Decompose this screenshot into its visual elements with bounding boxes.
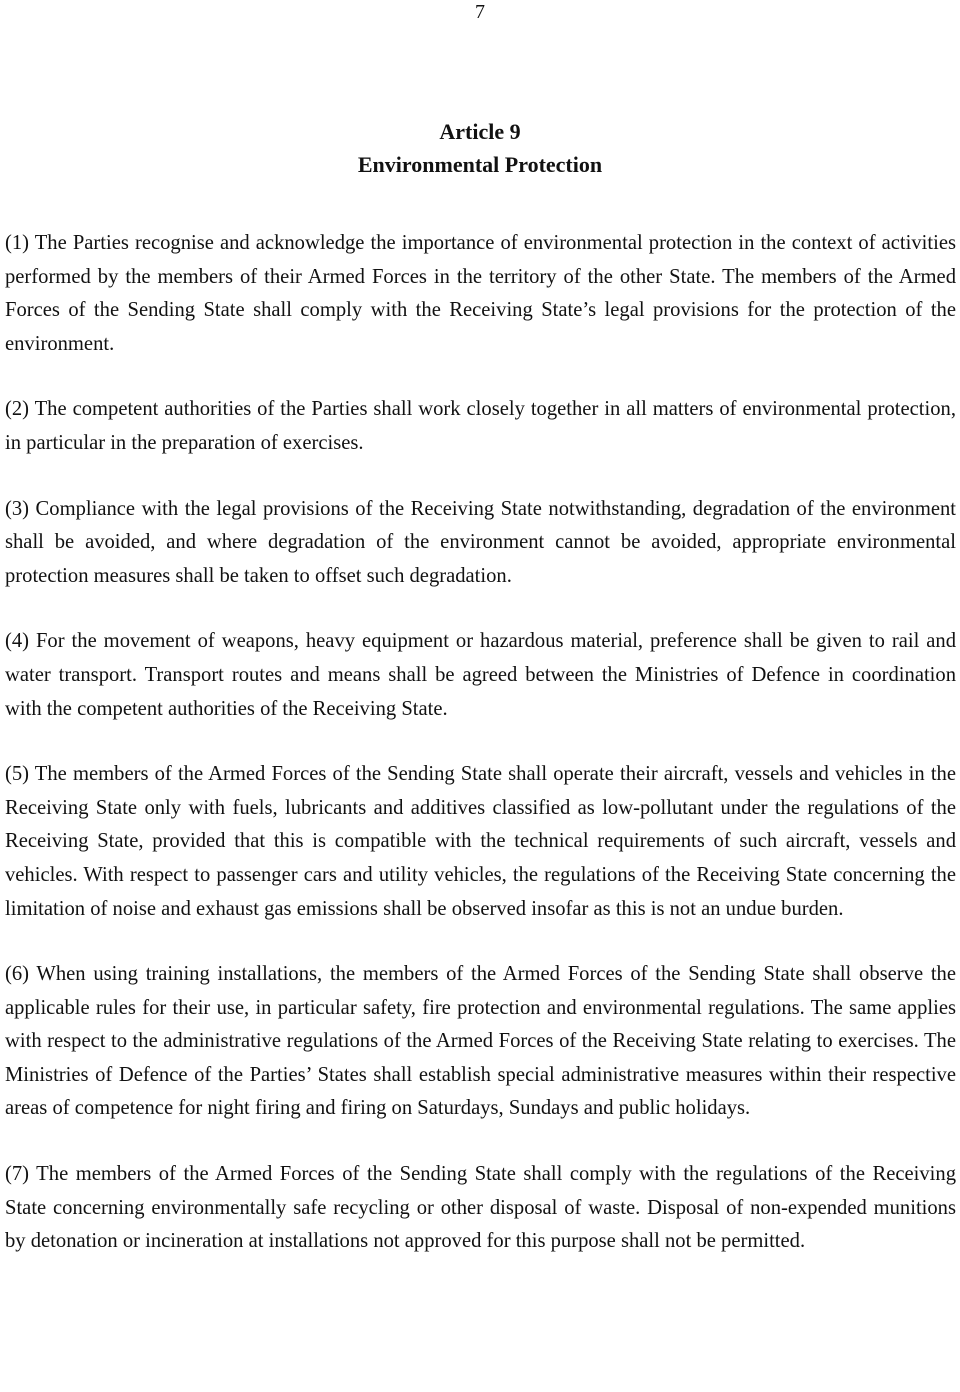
article-title: Environmental Protection	[357, 152, 603, 177]
article-body	[5, 227, 956, 1291]
paragraph-1: (1) The Parties recognise and acknowledge the importance of environmental protection in the context of activities performed by the members of their Armed Forces in the territory of the other State. The members of the Armed Forces of the Sending State shall comply with the Receiving State’s legal provisions for the protection of the environment.	[5, 232, 956, 355]
paragraph-3: (3) Compliance with the legal provisions of the Receiving State notwithstanding, degradation of the environment shall be avoided, and where degradation of the environment cannot be avoided, appropriate environmental protection measures shall be taken to offset such degradation.	[5, 497, 956, 587]
paragraph-2: (2) The competent authorities of the Parties shall work closely together in all matters of environmental protection, in particular in the preparation of exercises.	[5, 398, 956, 454]
paragraph-6: (6) When using training installations, the members of the Armed Forces of the Sending State shall observe the applicable rules for their use, in particular safety, fire protection and environmental regulations. The same applies with respect to the administrative regulations of the Armed Forces of the Receiving State relating to exercises. The Ministries of Defence of the Parties’ States shall establish special administrative measures within their respective areas of competence for night firing and firing on Saturdays, Sundays and public holidays.	[5, 963, 956, 1120]
paragraph-4: (4) For the movement of weapons, heavy equipment or hazardous material, preference shall be given to rail and water transport. Transport routes and means shall be agreed between the Ministries of Defence in coordination with the competent authorities of the Receiving State.	[5, 630, 956, 720]
paragraph-5: (5) The members of the Armed Forces of the Sending State shall operate their aircraft, vessels and vehicles in the Receiving State only with fuels, lubricants and additives classified as low-pollutant under the regulations of the Receiving State, provided that this is compatible with the technical requirements of such aircraft, vessels and vehicles. With respect to passenger cars and utility vehicles, the regulations of the Receiving State concerning the limitation of noise and exhaust gas emissions shall be observed insofar as this is not an undue burden.	[5, 763, 956, 920]
page-number: 7	[475, 1, 485, 23]
article-number: Article 9	[439, 119, 521, 144]
paragraph-7: (7) The members of the Armed Forces of the Sending State shall comply with the regulations of the Receiving State concerning environmentally safe recycling or other disposal of waste. Disposal of non-expended munitions by detonation or incineration at installations not approved for this purpose shall not be permitted.	[5, 1163, 956, 1253]
